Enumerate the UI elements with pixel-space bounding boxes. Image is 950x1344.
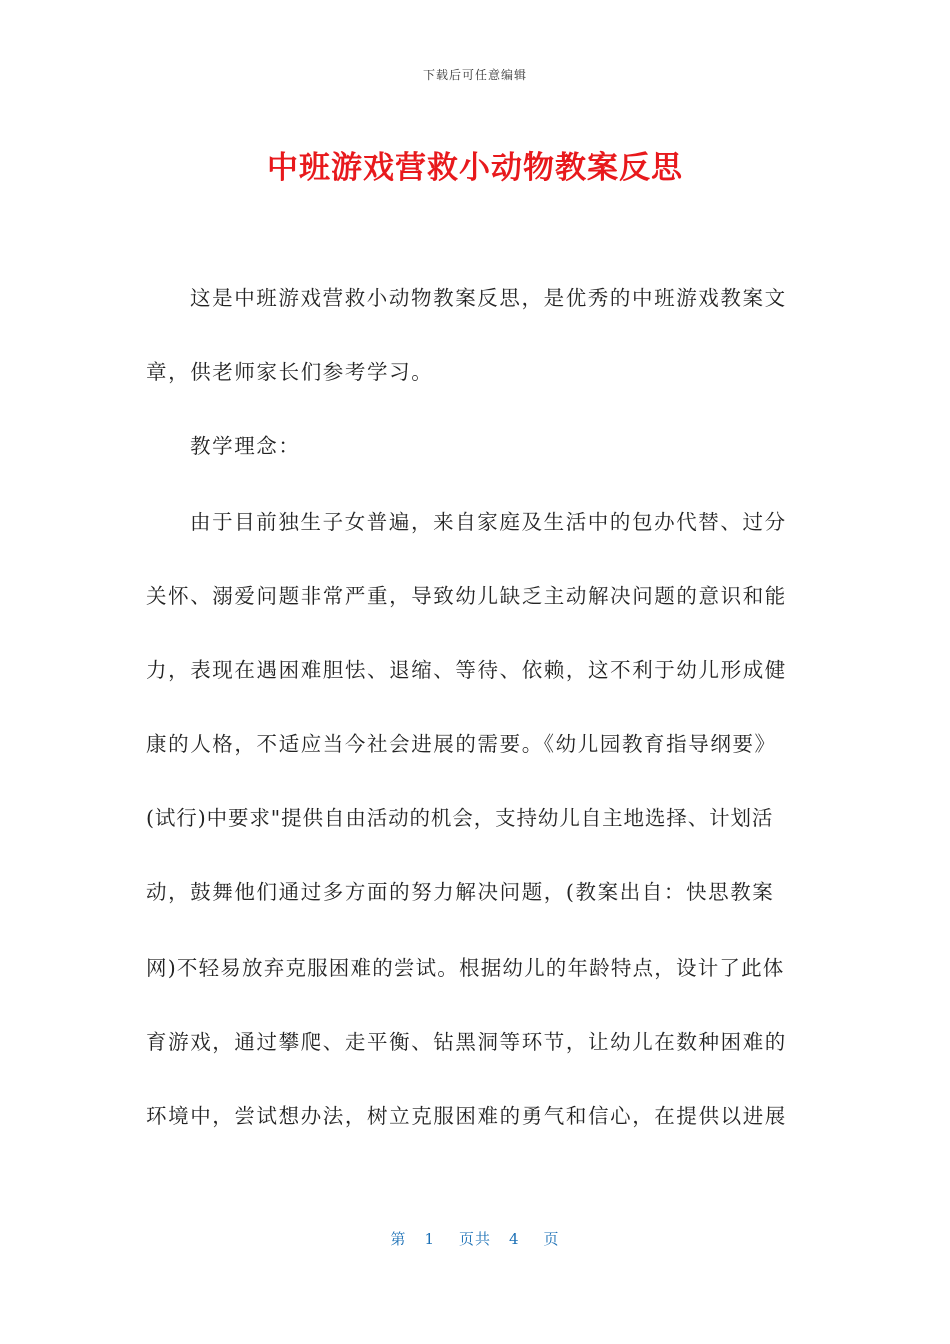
document-title: 中班游戏营救小动物教案反思	[267, 150, 683, 186]
body-line: 育游戏，通过攀爬、走平衡、钻黑洞等环节，让幼儿在数种困难的	[146, 1030, 787, 1054]
body-line: (试行)中要求"提供自由活动的机会，支持幼儿自主地选择、计划活	[146, 806, 774, 830]
body-line: 章，供老师家长们参考学习。	[146, 360, 434, 384]
page-footer	[0, 1228, 950, 1249]
body-line: 网)不轻易放弃克服困难的尝试。根据幼儿的年龄特点，设计了此体	[146, 956, 785, 980]
footer-suffix: 页	[543, 1230, 560, 1248]
body-line: 动，鼓舞他们通过多方面的努力解决问题，(教案出自：快思教案	[146, 880, 775, 904]
body-line: 力，表现在遇困难胆怯、退缩、等待、依赖，这不利于幼儿形成健	[146, 658, 787, 682]
footer-total-pages: 4	[509, 1230, 520, 1248]
body-line: 由于目前独生子女普遍，来自家庭及生活中的包办代替、过分	[190, 510, 787, 534]
body-line: 康的人格，不适应当今社会进展的需要。《幼儿园教育指导纲要》	[146, 732, 777, 756]
footer-middle: 页共	[458, 1230, 491, 1248]
body-line: 环境中，尝试想办法，树立克服困难的勇气和信心，在提供以进展	[146, 1104, 787, 1128]
page-header-note: 下载后可任意编辑	[422, 68, 527, 82]
footer-page-number: 1	[424, 1230, 435, 1248]
body-line: 关怀、溺爱问题非常严重，导致幼儿缺乏主动解决问题的意识和能	[146, 584, 787, 608]
body-line: 教学理念：	[190, 434, 301, 458]
footer-prefix: 第	[390, 1230, 407, 1248]
body-line: 这是中班游戏营救小动物教案反思，是优秀的中班游戏教案文	[190, 286, 787, 310]
